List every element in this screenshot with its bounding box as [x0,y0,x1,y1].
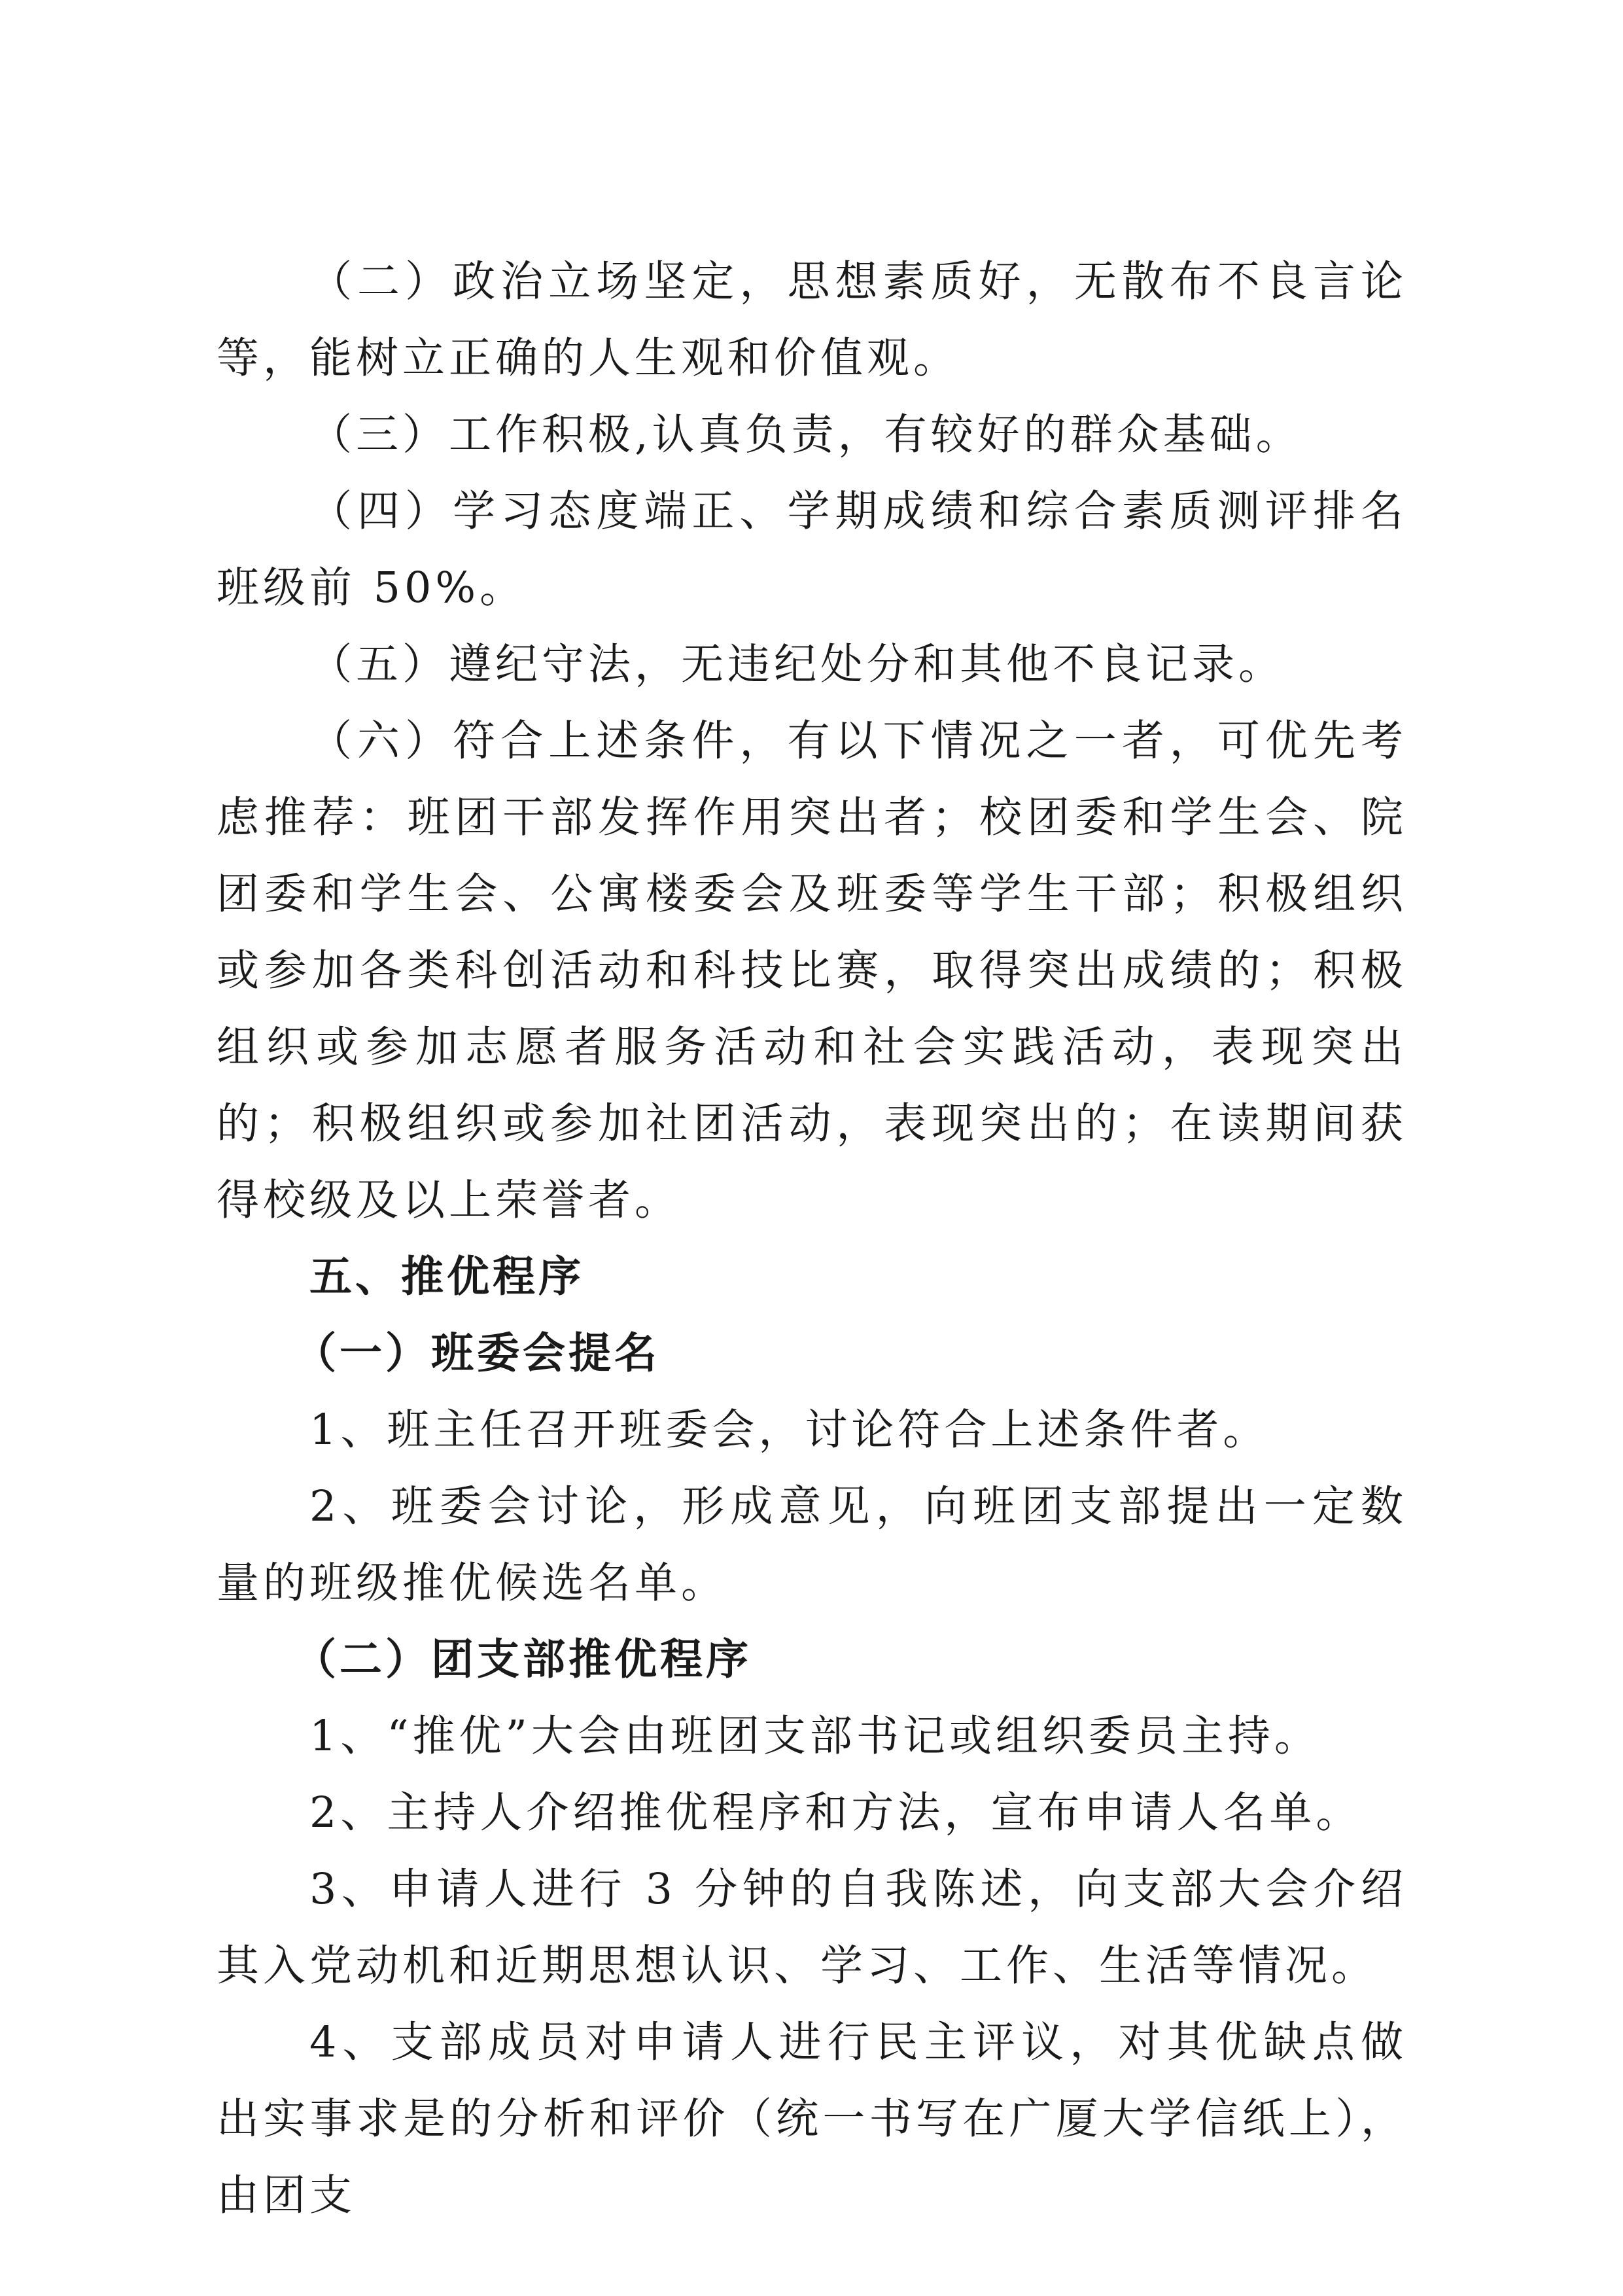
league-branch-step-4: 4、支部成员对申请人进行民主评议，对其优缺点做出实事求是的分析和评价（统一书写在广厦大学信纸上），由团支 [217,2018,1407,2220]
league-branch-step-2: 2、主持人介绍推优程序和方法，宣布申请人名单。 [309,1788,1363,1837]
class-committee-step-1: 1、班主任召开班委会，讨论符合上述条件者。 [309,1405,1270,1455]
document-body [217,243,1407,2234]
subsection-heading-league-branch: （二）团支部推优程序 [294,1635,752,1684]
criterion-2-paragraph: （二）政治立场坚定，思想素质好，无散布不良言论等，能树立正确的人生观和价值观。 [217,257,1407,383]
criterion-4-paragraph: （四）学习态度端正、学期成绩和综合素质测评排名班级前 50%。 [217,487,1407,612]
league-branch-step-3: 3、申请人进行 3 分钟的自我陈述，向支部大会介绍其入党动机和近期思想认识、学习、工作、生活等情况。 [217,1865,1407,1990]
league-branch-step-1: 1、“推优”大会由班团支部书记或组织委员主持。 [309,1712,1321,1761]
class-committee-step-2: 2、班委会讨论，形成意见，向班团支部提出一定数量的班级推优候选名单。 [217,1482,1407,1608]
criterion-6-paragraph: （六）符合上述条件，有以下情况之一者，可优先考虑推荐：班团干部发挥作用突出者；校团委和学生会、院团委和学生会、公寓楼委会及班委等学生干部；积极组织或参加各类科创活动和科技比赛，取得突出成绩的；积极组织或参加志愿者服务活动和社会实践活动，表现突出的；积极组织或参加社团活动，表现突出的；在读期间获得校级及以上荣誉者。 [217,716,1407,1225]
subsection-heading-class-committee: （一）班委会提名 [294,1329,661,1378]
criterion-3-paragraph: （三）工作积极,认真负责，有较好的群众基础。 [309,410,1302,459]
section-heading-procedure: 五、推优程序 [309,1252,585,1301]
criterion-5-paragraph: （五）遵纪守法，无违纪处分和其他不良记录。 [309,640,1285,689]
